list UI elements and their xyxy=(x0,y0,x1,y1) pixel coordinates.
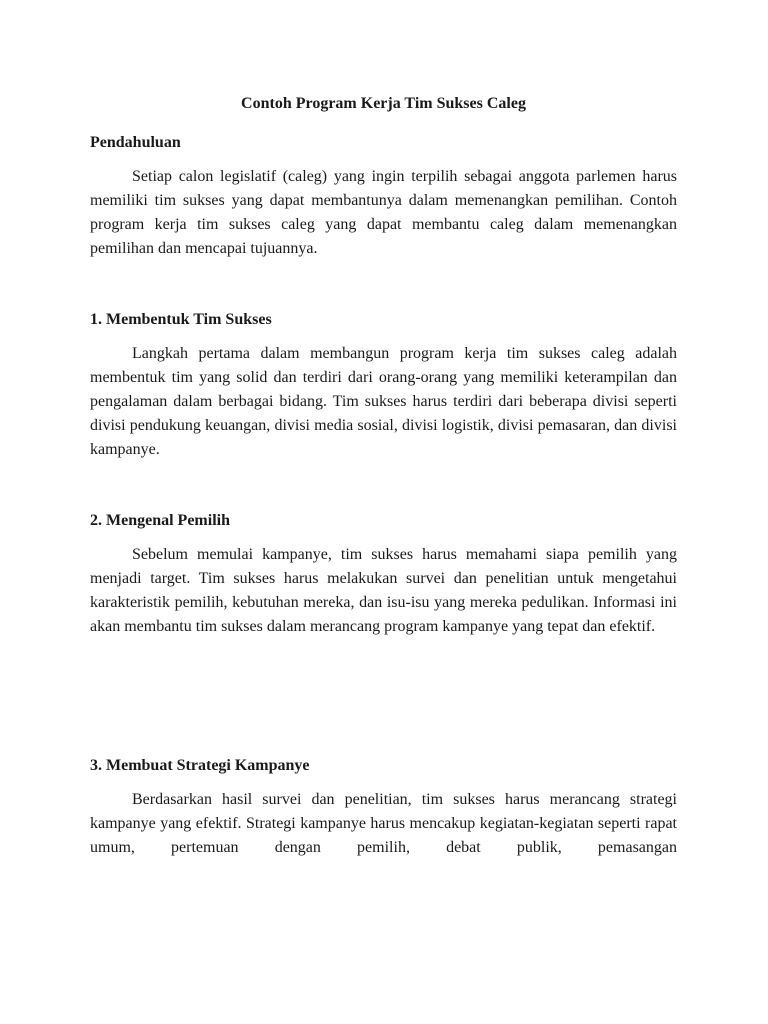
section-body-membuat-strategi-kampanye: Berdasarkan hasil survei dan penelitian, tim sukses harus merancang strategi kampanye yang efektif. Strategi kampanye harus mencakup kegiatan-kegiatan seperti rapat umum, pertemuan dengan pemilih, debat publik, pemasangan xyxy=(90,791,677,856)
section-heading-pendahuluan: Pendahuluan xyxy=(90,134,181,151)
section-heading-membentuk-tim-sukses: 1. Membentuk Tim Sukses xyxy=(90,311,272,328)
section-heading-mengenal-pemilih: 2. Mengenal Pemilih xyxy=(90,512,230,529)
section-heading-membuat-strategi-kampanye: 3. Membuat Strategi Kampanye xyxy=(90,757,310,774)
section-body-mengenal-pemilih: Sebelum memulai kampanye, tim sukses harus memahami siapa pemilih yang menjadi target. Tim sukses harus melakukan survei dan penelitian untuk mengetahui karakteristik pemilih, kebutuhan mereka, dan isu-isu yang mereka pedulikan. Informasi ini akan membantu tim sukses dalam merancang program kampanye yang tepat dan efektif. xyxy=(90,546,677,635)
document-page xyxy=(90,92,677,860)
section-body-pendahuluan: Setiap calon legislatif (caleg) yang ingin terpilih sebagai anggota parlemen harus memiliki tim sukses yang dapat membantunya dalam memenangkan pemilihan. Contoh program kerja tim sukses caleg yang dapat membantu caleg dalam memenangkan pemilihan dan mencapai tujuannya. xyxy=(90,168,677,257)
document-title: Contoh Program Kerja Tim Sukses Caleg xyxy=(241,95,526,112)
section-body-membentuk-tim-sukses: Langkah pertama dalam membangun program kerja tim sukses caleg adalah membentuk tim yang solid dan terdiri dari orang-orang yang memiliki keterampilan dan pengalaman dalam berbagai bidang. Tim sukses harus terdiri dari beberapa divisi seperti divisi pendukung keuangan, divisi media sosial, divisi logistik, divisi pemasaran, dan divisi kampanye. xyxy=(90,345,677,458)
